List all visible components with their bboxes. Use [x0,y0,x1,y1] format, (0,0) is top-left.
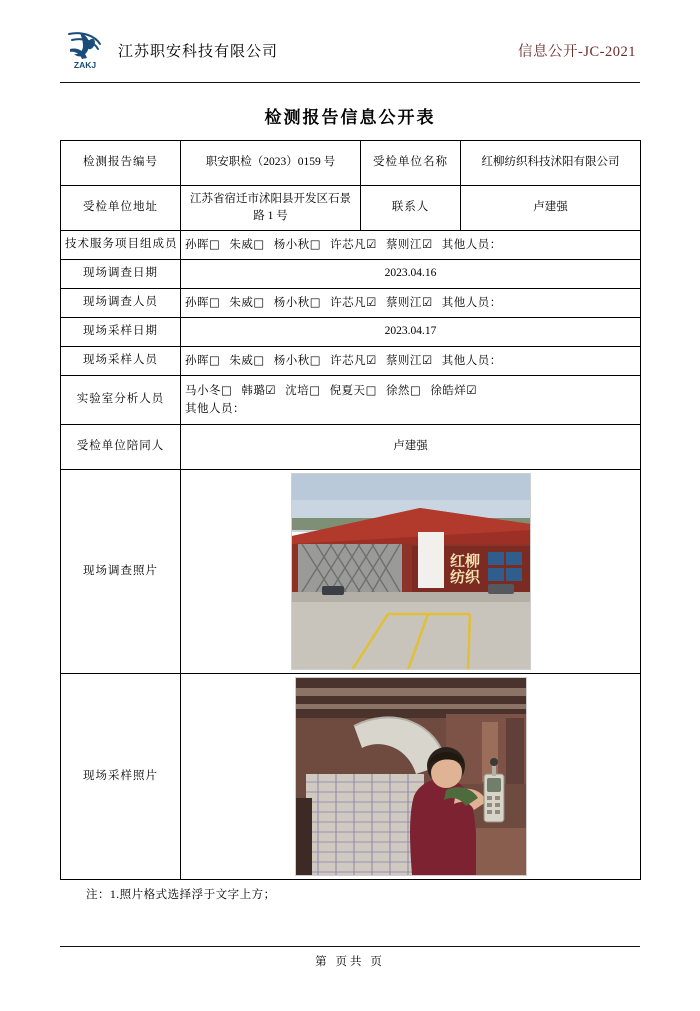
member-checkbox-item[interactable] [273,352,322,367]
checkbox-checked-icon[interactable]: ☑ [366,294,377,309]
client-address-label: 受检单位地址 [61,186,181,231]
member-checkbox-item[interactable] [185,385,232,397]
survey-photo-cell [181,470,641,674]
company-logo-icon [60,29,110,71]
sample-date-value: 2023.04.17 [181,318,641,347]
checkbox-empty-icon[interactable]: □ [309,352,322,367]
table-row [61,347,641,376]
svg-text:红柳: 红柳 [449,554,480,570]
checkbox-empty-icon[interactable]: □ [253,352,265,367]
member-name: 韩璐 [241,385,266,398]
member-list-lab [185,382,636,400]
member-checkbox-item[interactable] [330,352,377,367]
member-list-sample [185,352,636,370]
checkbox-empty-icon[interactable]: □ [365,383,377,398]
member-name: 徐然 [385,385,410,398]
page-footer [60,946,640,969]
checkbox-checked-icon[interactable]: ☑ [265,383,277,398]
table-row [61,674,641,880]
others-label: 其他人员： [441,354,502,367]
contact-value: 卢建强 [461,186,641,231]
member-checkbox-item[interactable] [430,385,477,397]
tech-team-label: 技术服务项目组成员 [61,231,181,260]
member-checkbox-item[interactable] [385,352,433,367]
table-row [61,470,641,674]
checkbox-checked-icon[interactable]: ☑ [366,352,377,367]
document-page [0,22,700,1011]
checkbox-empty-icon[interactable]: □ [209,294,221,309]
svg-text:纺织: 纺织 [449,570,480,586]
checkbox-checked-icon[interactable]: ☑ [366,236,377,251]
survey-date-label: 现场调查日期 [61,260,181,289]
sample-photo-image [295,677,527,876]
page-title: 检测报告信息公开表 [264,108,436,127]
table-row [61,318,641,347]
checkbox-empty-icon[interactable]: □ [209,236,221,251]
footer-divider [60,946,640,947]
member-name: 马小冬 [185,385,221,398]
checkbox-checked-icon[interactable]: ☑ [466,383,478,398]
lab-staff-members [181,376,641,425]
member-checkbox-item[interactable] [385,294,433,309]
member-checkbox-item[interactable] [229,294,265,309]
checkbox-checked-icon[interactable]: ☑ [421,236,433,251]
client-name-value: 红柳纺织科技沭阳有限公司 [461,141,641,186]
member-checkbox-item[interactable] [229,236,265,251]
sample-photo-cell [181,674,641,880]
table-row [61,141,641,186]
checkbox-empty-icon[interactable]: □ [209,352,221,367]
page-header [60,22,640,83]
survey-photo-label: 现场调查照片 [61,470,181,674]
survey-photo-image [291,473,531,670]
member-checkbox-item[interactable] [330,236,377,251]
member-name: 孙晖 [185,354,209,367]
member-name: 孙晖 [185,296,209,309]
member-list-survey [185,294,636,312]
member-checkbox-item[interactable] [273,236,322,251]
checkbox-empty-icon[interactable]: □ [409,383,422,398]
sample-photo-label: 现场采样照片 [61,674,181,880]
report-no-label: 检测报告编号 [61,141,181,186]
member-name: 蔡则江 [385,296,422,309]
tech-team-members [181,231,641,260]
member-name: 倪夏天 [329,385,366,398]
member-checkbox-item[interactable] [185,236,221,251]
table-row [61,260,641,289]
checkbox-checked-icon[interactable]: ☑ [421,294,433,309]
accompany-label: 受检单位陪同人 [61,425,181,470]
member-checkbox-item[interactable] [385,236,433,251]
report-info-table [60,140,641,880]
others-label: 其他人员： [441,296,502,309]
member-name: 许芯凡 [330,354,367,367]
member-checkbox-item[interactable] [330,294,377,309]
report-no-value: 职安职检（2023）0159 号 [181,141,361,186]
sample-date-label: 现场采样日期 [61,318,181,347]
survey-staff-members [181,289,641,318]
client-name-label: 受检单位名称 [361,141,461,186]
checkbox-checked-icon[interactable]: ☑ [421,352,433,367]
header-left [60,29,278,71]
member-checkbox-item[interactable] [273,294,322,309]
page-number: 第 页共 页 [315,956,385,968]
table-notes: 注：1.照片格式选择浮于文字上方； [86,889,276,901]
others-label: 其他人员： [441,238,502,251]
sample-staff-label: 现场采样人员 [61,347,181,376]
member-name: 蔡则江 [385,238,422,251]
member-checkbox-item[interactable] [229,352,265,367]
checkbox-empty-icon[interactable]: □ [221,383,233,398]
table-row [61,231,641,260]
member-name: 朱威 [229,296,254,309]
checkbox-empty-icon[interactable]: □ [253,294,265,309]
client-address-value: 江苏省宿迁市沭阳县开发区石景路 1 号 [181,186,361,231]
svg-text:ZAKJ: ZAKJ [73,60,97,70]
table-row [61,376,641,425]
document-code: 信息公开-JC-2021 [518,43,636,60]
table-row [61,425,641,470]
member-name: 杨小秋 [273,354,310,367]
lab-staff-label: 实验室分析人员 [61,376,181,425]
member-name: 许芯凡 [330,296,367,309]
survey-staff-label: 现场调查人员 [61,289,181,318]
checkbox-empty-icon[interactable]: □ [309,236,322,251]
accompany-value: 卢建强 [181,425,641,470]
member-name: 徐皓烊 [430,385,467,398]
contact-label: 联系人 [361,186,461,231]
member-checkbox-item[interactable] [330,385,377,397]
member-checkbox-item[interactable] [185,294,221,309]
member-checkbox-item[interactable] [386,385,421,397]
member-checkbox-item[interactable] [285,385,320,397]
lab-others-label: 其他人员： [185,402,245,415]
table-row [61,186,641,231]
member-name: 杨小秋 [273,238,310,251]
member-name: 朱威 [229,354,254,367]
member-name: 许芯凡 [330,238,367,251]
member-name: 朱威 [229,238,254,251]
member-checkbox-item[interactable] [241,385,276,397]
member-name: 孙晖 [185,238,209,251]
member-name: 杨小秋 [273,296,310,309]
checkbox-empty-icon[interactable]: □ [309,294,322,309]
survey-date-value: 2023.04.16 [181,260,641,289]
checkbox-empty-icon[interactable]: □ [309,383,321,398]
member-list-tech [185,236,636,254]
checkbox-empty-icon[interactable]: □ [253,236,265,251]
sample-staff-members [181,347,641,376]
member-checkbox-item[interactable] [185,352,221,367]
member-name: 蔡则江 [385,354,422,367]
company-name: 江苏职安科技有限公司 [118,43,279,60]
table-row [61,289,641,318]
member-name: 沈培 [285,385,310,398]
